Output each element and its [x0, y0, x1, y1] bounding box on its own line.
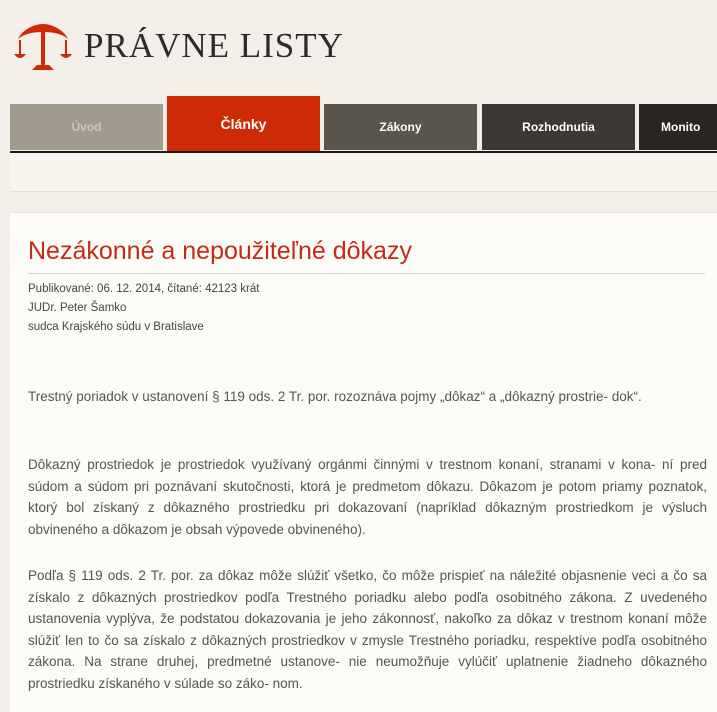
tab-uvod[interactable]: Úvod [10, 104, 163, 150]
tab-clanky[interactable]: Články [167, 96, 320, 152]
tab-zakony[interactable]: Zákony [324, 104, 477, 150]
main-nav [0, 96, 717, 152]
article-title: Nezákonné a nepoužiteľné dôkazy [28, 237, 412, 265]
article-paragraph: Trestný poriadok v ustanovení § 119 ods. 2 Tr. por. rozoznáva pojmy „dôkaz“ a „dôkazný prostrie- dok“. [28, 389, 642, 404]
article-paragraph: Podľa § 119 ods. 2 Tr. por. za dôkaz môže slúžiť všetko, čo môže prispieť na náležité objasnenie veci a čo sa získalo z dôkazných prostriedkov podľa Trestného poriadku alebo podľa osobitného zákona. Z uvedeného ustanovenia vyplýva, že podstatou dokazovania je jeho zákonnosť, nakoľko za dôkaz v trestnom konaní môže slúžiť len to čo sa získalo z dôkazných prostriedkov v zmysle Trestného poriadku, respektíve podľa osobitného zákona. Na strane druhej, predmetné ustanove- nie neumožňuje vylúčiť uplatnenie žiadneho dôkazného prostriedku získaného v súlade so záko- nom. [28, 568, 707, 691]
site-title[interactable]: PRÁVNE LISTY [84, 26, 344, 65]
author-role: sudca Krajského súdu v Bratislave [28, 321, 204, 333]
sub-navigation-bar [10, 153, 717, 192]
author-name: JUDr. Peter Šamko [28, 302, 127, 314]
scales-of-justice-icon[interactable] [14, 20, 72, 74]
tab-rozhodnutia[interactable]: Rozhodnutia [482, 104, 635, 150]
article-paragraph: Dôkazný prostriedok je prostriedok využívaný orgánmi činnými v trestnom konaní, stranami v kona- ní pred súdom a súdom pri poznávaní skutočnosti, ktorá je predmetom dôkazu. Dôkazom je potom priamy poznatok, ktorý bol získaný z dôkazného prostriedku pri dokazovaní (napríklad dôkazným prostriedkom je výsluch obvineného a dôkazom je obsah výpovede obvineného). [28, 457, 707, 537]
published-info: Publikované: 06. 12. 2014, čítané: 42123 krát [28, 283, 260, 295]
title-divider [28, 273, 705, 274]
tab-monitor[interactable]: Monito [639, 104, 717, 150]
